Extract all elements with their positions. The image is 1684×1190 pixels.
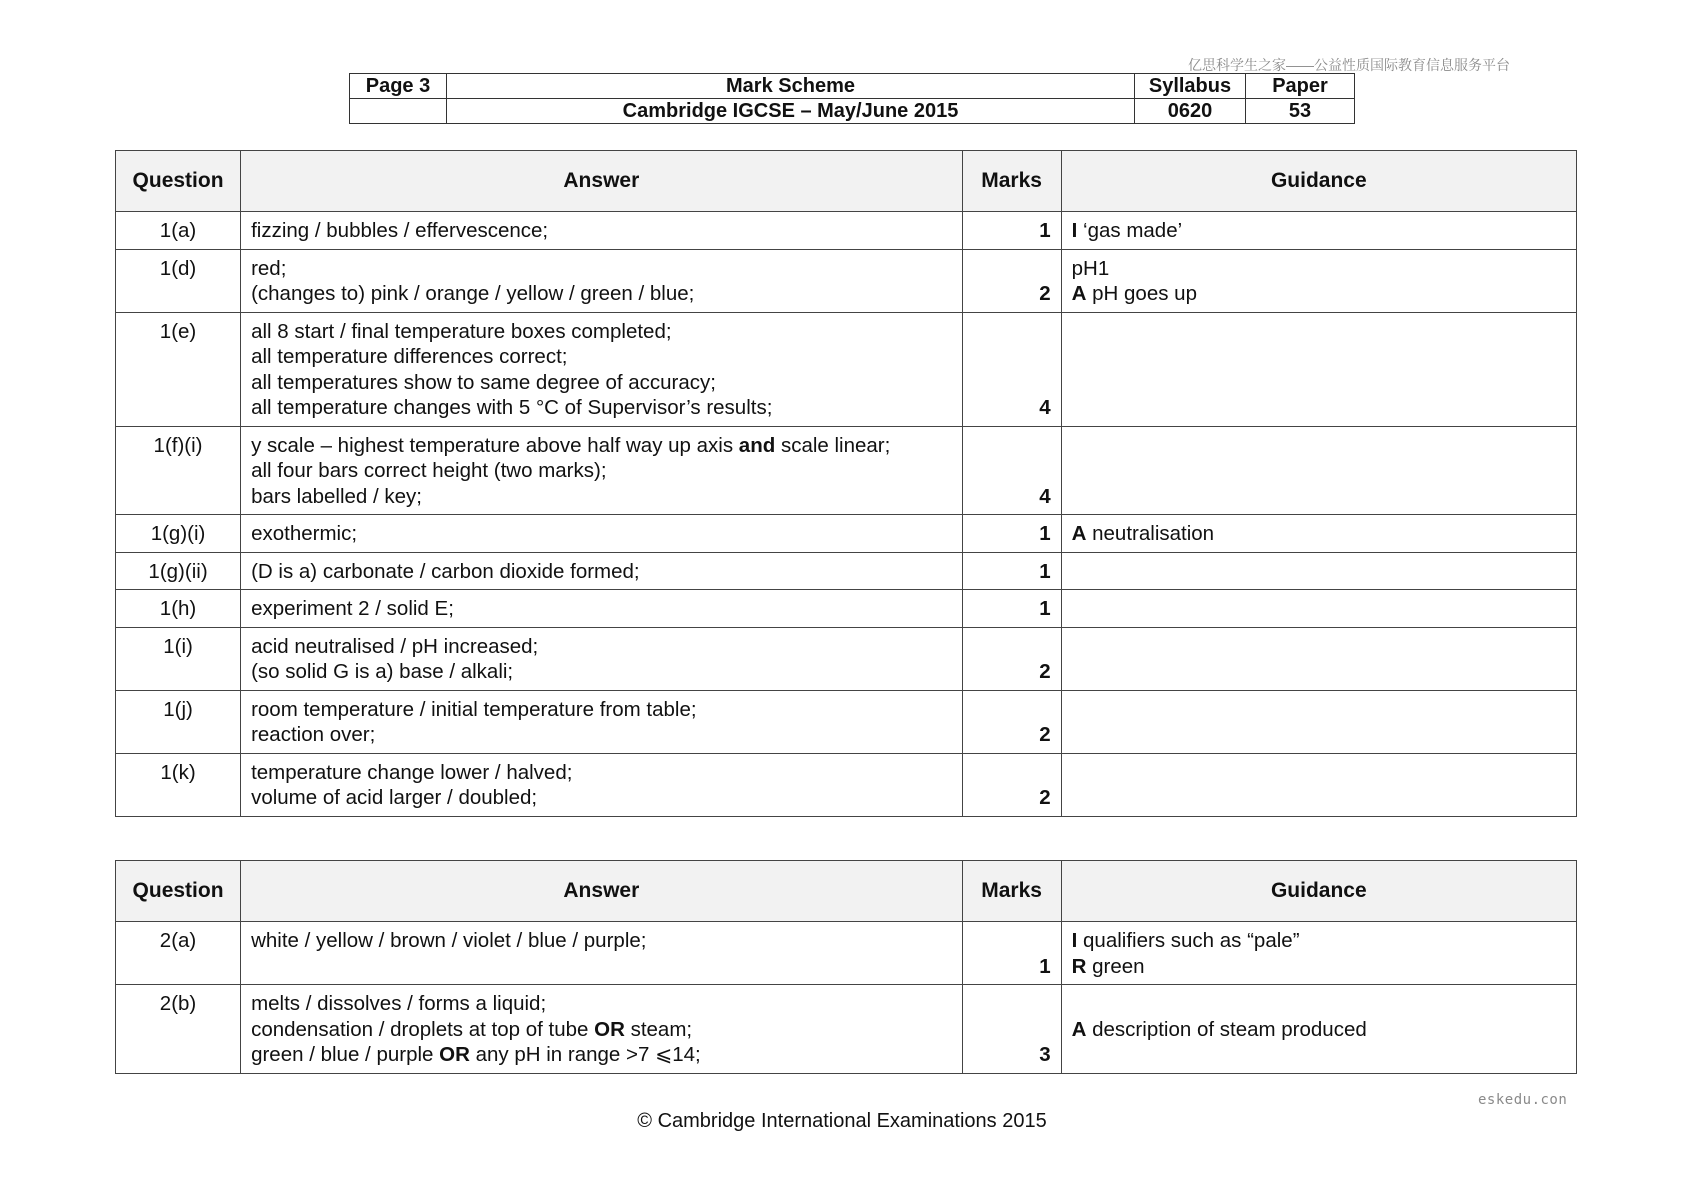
answer-keyword: and bbox=[738, 433, 776, 457]
answer-cell bbox=[241, 426, 962, 515]
guidance-cell bbox=[1061, 552, 1576, 590]
table-row bbox=[116, 985, 1577, 1074]
answer-line: melts / dissolves / forms a liquid; bbox=[251, 992, 547, 1015]
copyright-footer: © Cambridge International Examinations 2015 bbox=[637, 1110, 1047, 1132]
answer-line: bars labelled / key; bbox=[251, 484, 423, 508]
answer-text: scale linear; bbox=[775, 433, 891, 457]
answer-line: fizzing / bubbles / effervescence; bbox=[251, 219, 549, 242]
guidance-cell bbox=[1061, 590, 1576, 628]
guidance-line bbox=[1072, 1017, 1566, 1043]
answer-line: all temperature changes with 5 °C of Supervisor’s results; bbox=[251, 396, 773, 419]
guidance-keyword: I bbox=[1071, 219, 1078, 242]
question-number: 1(e) bbox=[116, 312, 241, 426]
guidance-cell bbox=[1061, 922, 1576, 985]
column-header-marks: Marks bbox=[962, 151, 1061, 212]
answer-line: (so solid G is a) base / alkali; bbox=[251, 660, 514, 683]
answer-cell bbox=[241, 922, 962, 985]
answer-line bbox=[251, 433, 951, 459]
answer-line: (D is a) carbonate / carbon dioxide formed; bbox=[251, 559, 640, 583]
answer-line: acid neutralised / pH increased; bbox=[251, 634, 539, 658]
answer-line: temperature change lower / halved; bbox=[251, 760, 573, 784]
answer-keyword: OR bbox=[594, 1017, 625, 1041]
guidance-line bbox=[1072, 928, 1566, 954]
answer-text: green / blue / purple bbox=[251, 1043, 440, 1066]
table-row bbox=[116, 922, 1577, 985]
answer-line: all 8 start / final temperature boxes completed; bbox=[251, 319, 672, 343]
question-number: 1(d) bbox=[116, 249, 241, 312]
column-header-guidance: Guidance bbox=[1061, 861, 1576, 922]
table-row bbox=[116, 627, 1577, 690]
answer-line: exothermic; bbox=[251, 522, 358, 545]
guidance-line bbox=[1072, 521, 1566, 547]
answer-line: white / yellow / brown / violet / blue / purple; bbox=[251, 929, 647, 952]
column-header-guidance: Guidance bbox=[1061, 151, 1576, 212]
answer-line: (changes to) pink / orange / yellow / green / blue; bbox=[251, 282, 695, 305]
answer-text: steam; bbox=[624, 1017, 693, 1041]
exam-name: Cambridge IGCSE – May/June 2015 bbox=[447, 99, 1135, 124]
answer-cell bbox=[241, 627, 962, 690]
marks-cell: 1 bbox=[962, 212, 1061, 250]
answer-cell bbox=[241, 312, 962, 426]
answer-line bbox=[251, 1042, 951, 1068]
table-row bbox=[116, 312, 1577, 426]
answer-line: room temperature / initial temperature from table; bbox=[251, 697, 697, 721]
question-number: 1(f)(i) bbox=[116, 426, 241, 515]
header-title: Mark Scheme bbox=[447, 74, 1135, 99]
marks-cell: 1 bbox=[962, 590, 1061, 628]
marks-cell: 4 bbox=[962, 312, 1061, 426]
question-number: 1(g)(i) bbox=[116, 515, 241, 553]
guidance-keyword: A bbox=[1071, 282, 1087, 305]
paper-number: 53 bbox=[1246, 99, 1355, 124]
marks-cell: 1 bbox=[962, 552, 1061, 590]
answer-line: all temperature differences correct; bbox=[251, 345, 568, 368]
question-number: 2(b) bbox=[116, 985, 241, 1074]
syllabus-code: 0620 bbox=[1135, 99, 1246, 124]
guidance-text: description of steam produced bbox=[1086, 1017, 1367, 1041]
answer-cell bbox=[241, 590, 962, 628]
table-row bbox=[116, 590, 1577, 628]
guidance-text: ‘gas made’ bbox=[1077, 219, 1183, 242]
column-header-answer: Answer bbox=[241, 151, 962, 212]
marks-cell: 3 bbox=[962, 985, 1061, 1074]
question-number: 1(g)(ii) bbox=[116, 552, 241, 590]
syllabus-label: Syllabus bbox=[1135, 74, 1246, 99]
column-header-question: Question bbox=[116, 861, 241, 922]
answer-cell bbox=[241, 249, 962, 312]
answer-cell bbox=[241, 212, 962, 250]
answer-cell bbox=[241, 552, 962, 590]
marks-cell: 4 bbox=[962, 426, 1061, 515]
marks-cell: 2 bbox=[962, 627, 1061, 690]
question-number: 2(a) bbox=[116, 922, 241, 985]
guidance-cell bbox=[1061, 985, 1576, 1074]
page-number: Page 3 bbox=[350, 74, 447, 99]
mark-scheme-table-1 bbox=[115, 150, 1577, 817]
guidance-cell bbox=[1061, 312, 1576, 426]
column-header-question: Question bbox=[116, 151, 241, 212]
answer-line: volume of acid larger / doubled; bbox=[251, 786, 538, 809]
marks-cell: 1 bbox=[962, 515, 1061, 553]
paper-label: Paper bbox=[1246, 74, 1355, 99]
guidance-line bbox=[1072, 256, 1566, 282]
table-row bbox=[116, 249, 1577, 312]
answer-line: experiment 2 / solid E; bbox=[251, 597, 454, 620]
guidance-cell bbox=[1061, 426, 1576, 515]
guidance-cell bbox=[1061, 212, 1576, 250]
question-number: 1(i) bbox=[116, 627, 241, 690]
guidance-cell bbox=[1061, 690, 1576, 753]
guidance-keyword: A bbox=[1071, 1017, 1087, 1041]
header-table bbox=[349, 73, 1355, 124]
answer-cell bbox=[241, 985, 962, 1074]
header-empty-cell bbox=[350, 99, 447, 124]
answer-text: condensation / droplets at top of tube bbox=[251, 1017, 595, 1041]
answer-line: reaction over; bbox=[251, 723, 376, 746]
question-number: 1(h) bbox=[116, 590, 241, 628]
marks-cell: 2 bbox=[962, 690, 1061, 753]
table-row bbox=[116, 690, 1577, 753]
answer-keyword: OR bbox=[439, 1043, 470, 1066]
answer-line bbox=[251, 1017, 951, 1043]
question-number: 1(j) bbox=[116, 690, 241, 753]
watermark-bottom: eskedu.con bbox=[1478, 1092, 1568, 1108]
column-header-answer: Answer bbox=[241, 861, 962, 922]
answer-line: all temperatures show to same degree of accuracy; bbox=[251, 370, 716, 394]
mark-scheme-table-2 bbox=[115, 860, 1577, 1074]
marks-cell: 2 bbox=[962, 249, 1061, 312]
guidance-text: neutralisation bbox=[1086, 522, 1215, 545]
marks-cell: 1 bbox=[962, 922, 1061, 985]
table-1-body bbox=[116, 212, 1577, 817]
question-number: 1(k) bbox=[116, 753, 241, 816]
table-row bbox=[116, 212, 1577, 250]
guidance-cell bbox=[1061, 627, 1576, 690]
watermark-top: 亿思科学生之家——公益性质国际教育信息服务平台 bbox=[1188, 57, 1510, 73]
guidance-text: qualifiers such as “pale” bbox=[1077, 929, 1300, 952]
answer-text: any pH in range >7 ⩽14; bbox=[469, 1043, 701, 1066]
guidance-text: pH goes up bbox=[1086, 282, 1197, 305]
guidance-line bbox=[1072, 218, 1566, 244]
answer-line: red; bbox=[251, 256, 287, 280]
answer-line: all four bars correct height (two marks); bbox=[251, 459, 607, 482]
column-header-marks: Marks bbox=[962, 861, 1061, 922]
guidance-cell bbox=[1061, 249, 1576, 312]
guidance-cell bbox=[1061, 515, 1576, 553]
answer-cell bbox=[241, 753, 962, 816]
answer-cell bbox=[241, 690, 962, 753]
marks-cell: 2 bbox=[962, 753, 1061, 816]
guidance-text: pH1 bbox=[1071, 256, 1110, 280]
guidance-cell bbox=[1061, 753, 1576, 816]
answer-text: y scale – highest temperature above half way up axis bbox=[251, 433, 739, 457]
question-number: 1(a) bbox=[116, 212, 241, 250]
guidance-line bbox=[1072, 954, 1566, 980]
table-row bbox=[116, 426, 1577, 515]
guidance-keyword: A bbox=[1071, 522, 1087, 545]
answer-cell bbox=[241, 515, 962, 553]
guidance-keyword: R bbox=[1071, 954, 1087, 978]
table-2-body bbox=[116, 922, 1577, 1074]
guidance-line bbox=[1072, 281, 1566, 307]
guidance-text: green bbox=[1086, 954, 1145, 978]
table-row bbox=[116, 753, 1577, 816]
guidance-keyword: I bbox=[1071, 929, 1078, 952]
table-row bbox=[116, 515, 1577, 553]
table-row bbox=[116, 552, 1577, 590]
